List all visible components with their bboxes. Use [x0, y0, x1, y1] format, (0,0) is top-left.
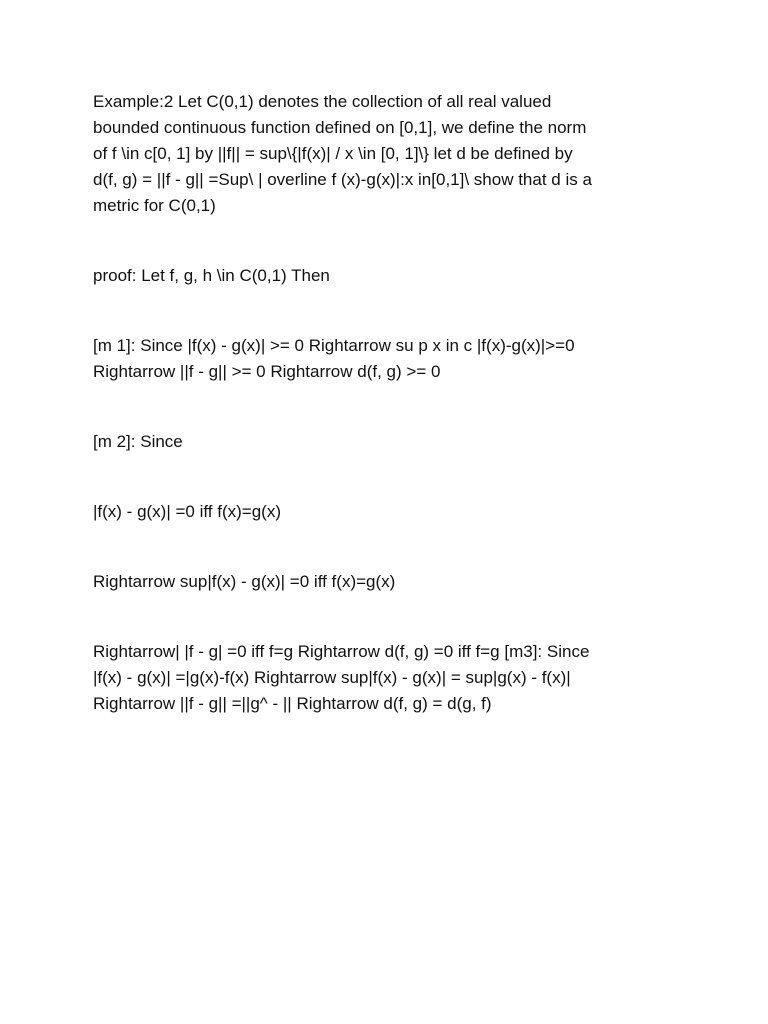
paragraph-gap: [93, 595, 693, 639]
paragraph-gap: [93, 289, 693, 333]
step1-paragraph: [93, 499, 693, 525]
example-line-2: bounded continuous function defined on [0,1], we define the norm: [93, 118, 587, 137]
m1-paragraph: [93, 333, 693, 385]
step3-line-2: |f(x) - g(x)| =|g(x)-f(x) Rightarrow sup|f(x) - g(x)| = sup|g(x) - f(x)|: [93, 668, 571, 687]
example-line-4: d(f, g) = ||f - g|| =Sup\ | overline f (x)-g(x)|:x in[0,1]\ show that d is a: [93, 170, 592, 189]
example-line-1: Example:2 Let C(0,1) denotes the collection of all real valued: [93, 92, 552, 111]
paragraph-gap: [93, 385, 693, 429]
document-body: [93, 89, 693, 717]
paragraph-gap: [93, 525, 693, 569]
m2-paragraph: [93, 429, 693, 455]
proof-line-1: proof: Let f, g, h \in C(0,1) Then: [93, 266, 330, 285]
example-line-3: of f \in c[0, 1] by ||f|| = sup\{|f(x)| / x \in [0, 1]\} let d be defined by: [93, 144, 573, 163]
paragraph-gap: [93, 219, 693, 263]
m1-line-2: Rightarrow ||f - g|| >= 0 Rightarrow d(f, g) >= 0: [93, 362, 441, 381]
step1-line-1: |f(x) - g(x)| =0 iff f(x)=g(x): [93, 502, 281, 521]
step3-line-3: Rightarrow ||f - g|| =||g^ - || Rightarrow d(f, g) = d(g, f): [93, 694, 492, 713]
proof-paragraph: [93, 263, 693, 289]
paragraph-gap: [93, 455, 693, 499]
step2-line-1: Rightarrow sup|f(x) - g(x)| =0 iff f(x)=g(x): [93, 572, 396, 591]
m1-line-1: [m 1]: Since |f(x) - g(x)| >= 0 Rightarrow su p x in c |f(x)-g(x)|>=0: [93, 336, 575, 355]
step3-paragraph: [93, 639, 693, 717]
example-line-5: metric for C(0,1): [93, 196, 216, 215]
step3-line-1: Rightarrow| |f - g| =0 iff f=g Rightarrow d(f, g) =0 iff f=g [m3]: Since: [93, 642, 590, 661]
m2-line-1: [m 2]: Since: [93, 432, 183, 451]
step2-paragraph: [93, 569, 693, 595]
example-paragraph: [93, 89, 693, 219]
